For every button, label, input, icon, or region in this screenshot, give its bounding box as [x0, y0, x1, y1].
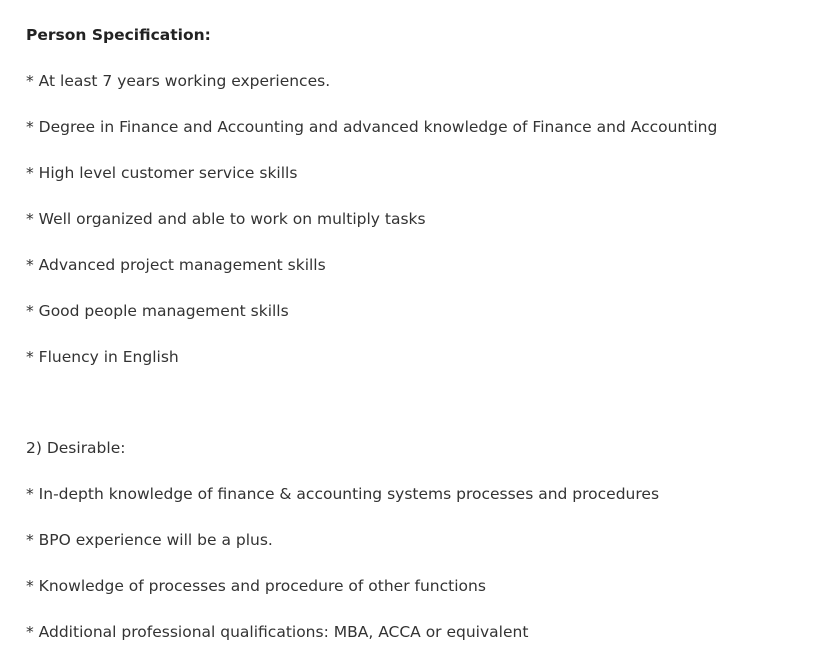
requirement-item: * Fluency in English: [26, 348, 179, 366]
section-heading: Person Specification:: [26, 26, 211, 44]
requirement-item: * Degree in Finance and Accounting and advanced knowledge of Finance and Accounting: [26, 118, 718, 136]
requirement-item: * High level customer service skills: [26, 164, 298, 182]
requirement-item: * Good people management skills: [26, 302, 289, 320]
requirement-item: * Advanced project management skills: [26, 256, 326, 274]
desirable-item: * In-depth knowledge of finance & accounting systems processes and procedures: [26, 485, 660, 503]
desirable-item: * Additional professional qualifications: MBA, ACCA or equivalent: [26, 623, 529, 641]
requirement-item: * Well organized and able to work on multiply tasks: [26, 210, 426, 228]
desirable-heading: 2) Desirable:: [26, 439, 126, 457]
desirable-item: * BPO experience will be a plus.: [26, 531, 273, 549]
desirable-item: * Knowledge of processes and procedure of other functions: [26, 577, 486, 595]
requirement-item: * At least 7 years working experiences.: [26, 72, 331, 90]
